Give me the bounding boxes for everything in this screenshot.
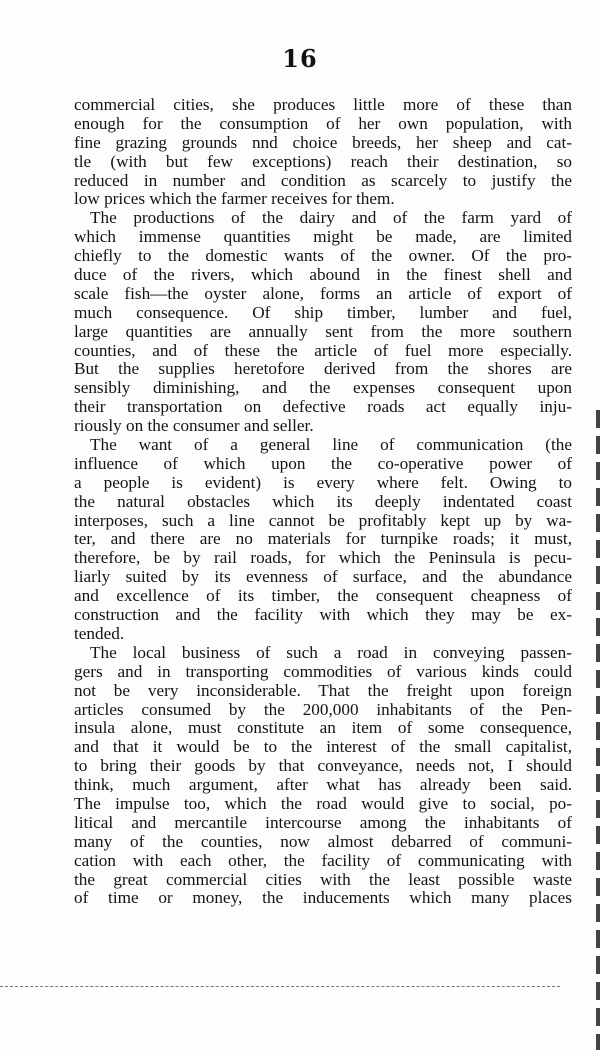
- text-line: think, much argument, after what has already been said.: [74, 775, 572, 795]
- text-line: The local business of such a road in conveying passen-: [90, 642, 572, 662]
- text-line: not be very inconsiderable. That the freight upon foreign: [74, 680, 572, 700]
- body-text: [74, 96, 572, 908]
- text-line: enough for the consumption of her own population, with: [74, 113, 572, 133]
- text-line: insula alone, must constitute an item of some consequence,: [74, 718, 572, 738]
- text-line: and excellence of its timber, the consequent cheapness of: [74, 586, 572, 606]
- text-line: the natural obstacles which its deeply indentated coast: [74, 491, 572, 511]
- text-line: ter, and there are no materials for turnpike roads; it must,: [74, 529, 572, 549]
- text-line: The want of a general line of communication (the: [90, 435, 572, 455]
- text-line: many of the counties, now almost debarred of communi-: [74, 831, 572, 851]
- text-line: low prices which the farmer receives for them.: [74, 189, 395, 209]
- text-line: liarly suited by its evenness of surface, and the abundance: [74, 567, 572, 587]
- text-line: scale fish—the oyster alone, forms an article of export of: [74, 283, 572, 303]
- text-line: chiefly to the domestic wants of the owner. Of the pro-: [74, 246, 572, 266]
- text-line: which immense quantities might be made, are limited: [74, 227, 572, 247]
- text-line: reduced in number and condition as scarcely to justify the: [74, 170, 572, 190]
- text-line: to bring their goods by that conveyance, needs not, I should: [74, 756, 572, 776]
- text-line: articles consumed by the 200,000 inhabitants of the Pen-: [74, 699, 572, 719]
- text-line: tle (with but few exceptions) reach their destination, so: [74, 151, 572, 171]
- text-line: the great commercial cities with the least possible waste: [74, 869, 572, 889]
- text-line: influence of which upon the co-operative power of: [74, 453, 572, 473]
- page-number: 16: [282, 44, 318, 73]
- text-line: fine grazing grounds nnd choice breeds, her sheep and cat-: [74, 132, 572, 152]
- text-line: a people is evident) is every where felt. Owing to: [74, 472, 572, 492]
- text-line: counties, and of these the article of fuel more especially.: [74, 340, 572, 360]
- text-line: interposes, such a line cannot be profitably kept up by wa-: [74, 510, 572, 530]
- text-line: commercial cities, she produces little more of these than: [74, 95, 572, 114]
- page-edge-shadow: [596, 410, 600, 1050]
- text-line: gers and in transporting commodities of various kinds could: [74, 661, 572, 681]
- text-line: The impulse too, which the road would give to social, po-: [74, 793, 572, 813]
- text-line: The productions of the dairy and of the farm yard of: [90, 208, 572, 228]
- text-line: construction and the facility with which they may be ex-: [74, 605, 572, 625]
- text-line: their transportation on defective roads act equally inju-: [74, 397, 572, 417]
- text-line: large quantities are annually sent from the more southern: [74, 321, 572, 341]
- text-line: But the supplies heretofore derived from the shores are: [74, 359, 572, 379]
- text-line: cation with each other, the facility of communicating with: [74, 850, 572, 870]
- fold-line: [0, 986, 560, 987]
- text-line: riously on the consumer and seller.: [74, 416, 314, 436]
- text-line: litical and mercantile intercourse among the inhabitants of: [74, 812, 572, 832]
- text-line: therefore, be by rail roads, for which the Peninsula is pecu-: [74, 548, 572, 568]
- text-line: tended.: [74, 623, 125, 643]
- text-line: sensibly diminishing, and the expenses consequent upon: [74, 378, 572, 398]
- text-line: and that it would be to the interest of the small capitalist,: [74, 737, 572, 757]
- text-line: of time or money, the inducements which many places: [74, 888, 572, 908]
- text-line: duce of the rivers, which abound in the finest shell and: [74, 265, 572, 285]
- text-line: much consequence. Of ship timber, lumber and fuel,: [74, 302, 572, 322]
